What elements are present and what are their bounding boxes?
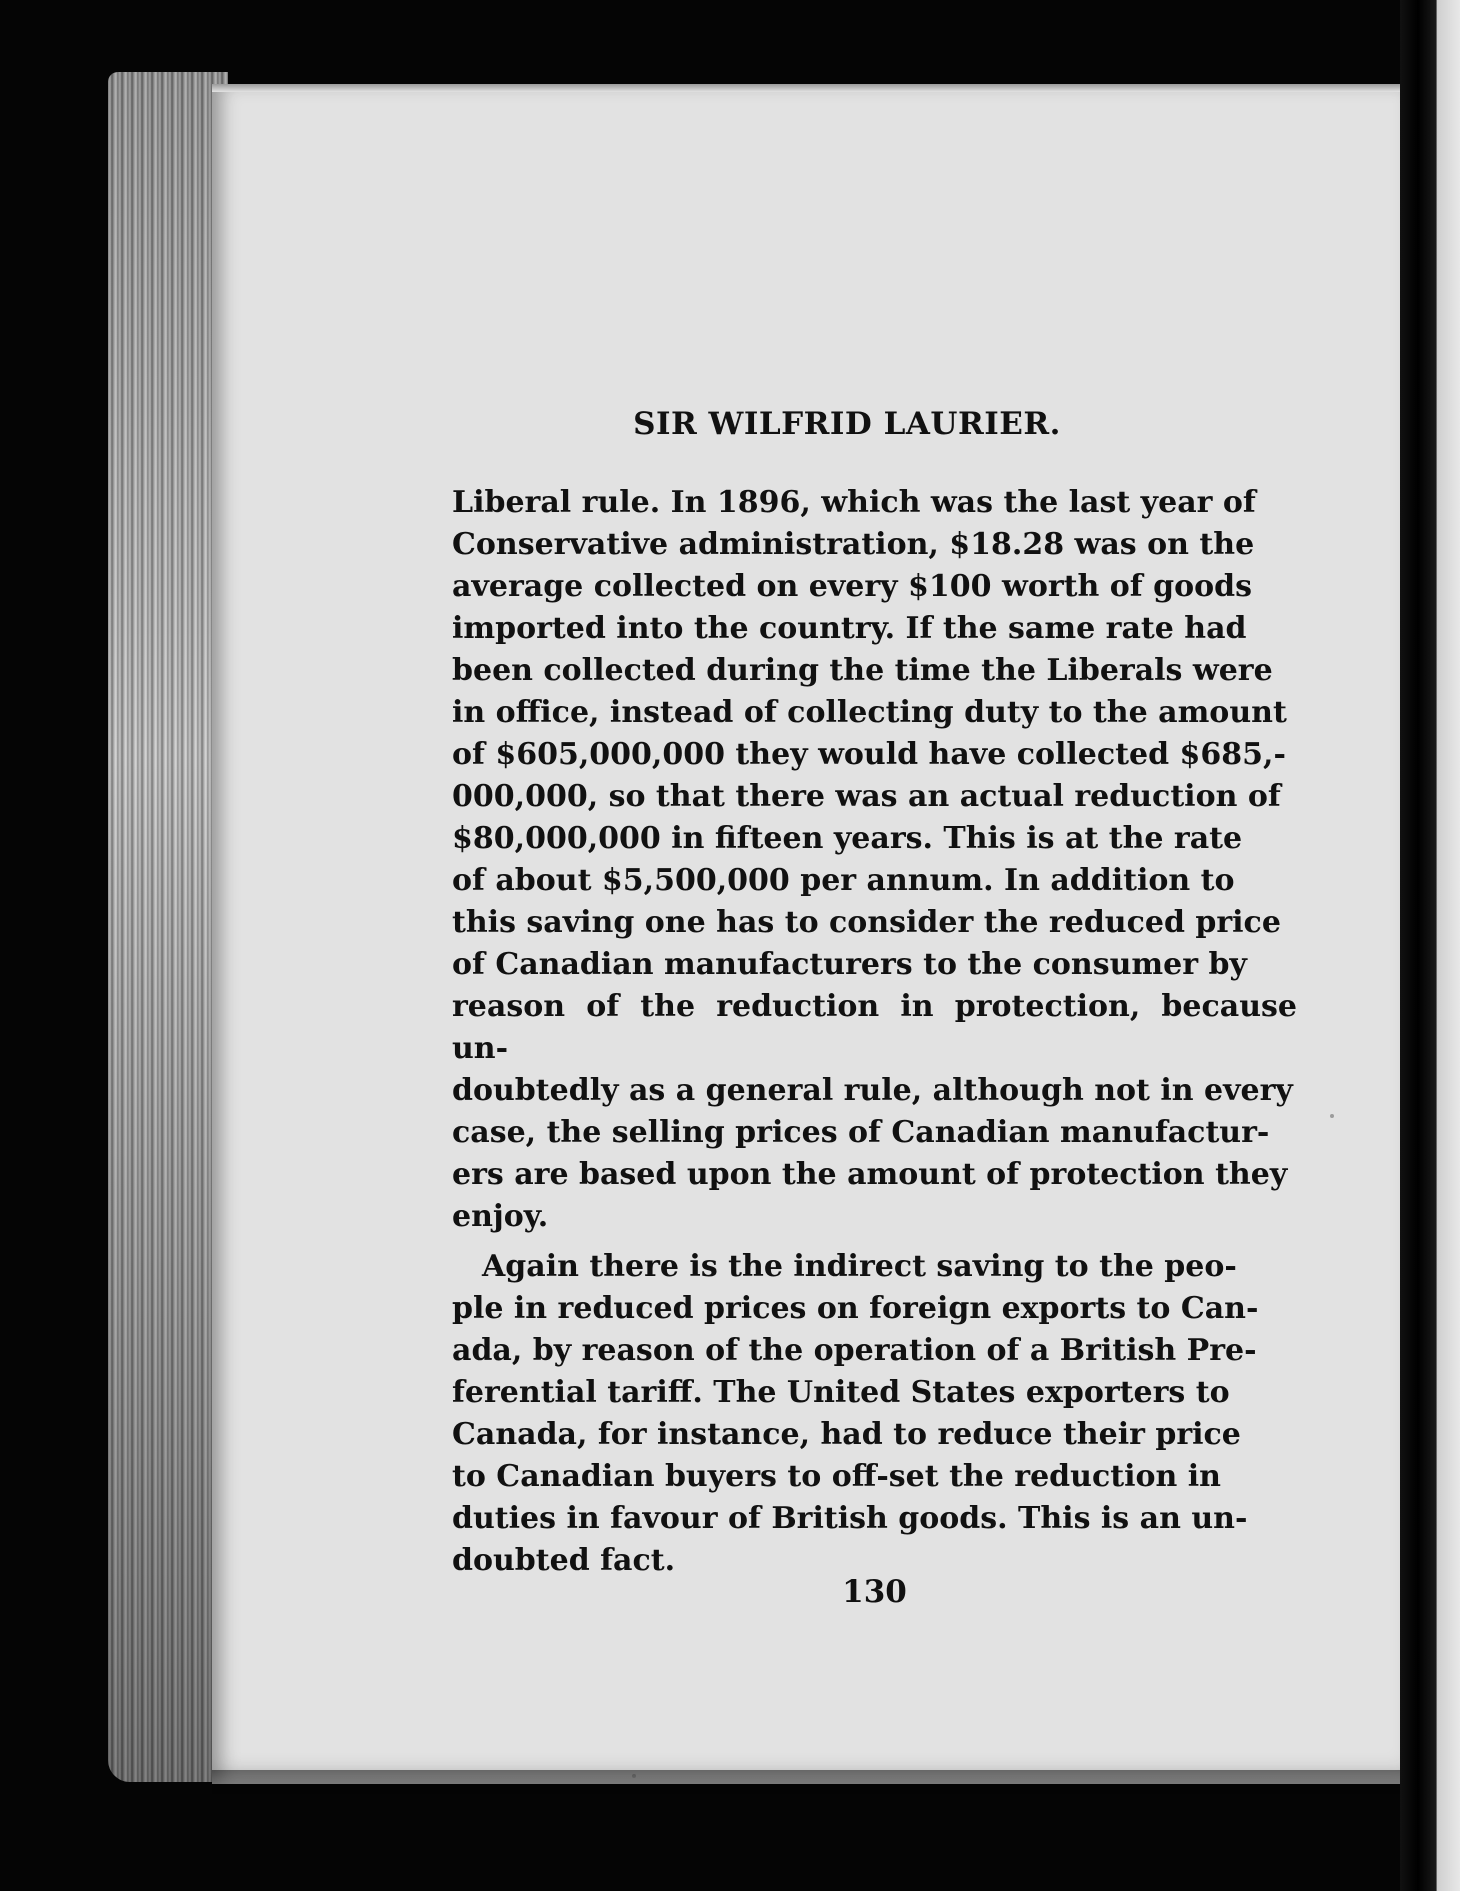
paragraph-1: Liberal rule. In 1896, which was the last year of Conservative administration, $18.28 was on the average collected on every $100 worth of goods imported into the country. If the same rate had been collected during the time the Liberals were in office, instead of collecting duty to the amount of $605,000,000 they would have collected $685,- 000,000, so that there was an actual reduction of $80,000,000 in fifteen years. This is at the rate of about $5,500,000 per annum. In addition to this saving one has to consider the reduced price of Canadian manufacturers to the consumer by reason of the reduction in protection, because un- doubtedly as a general rule, although not in every case, the selling prices of Canadian manufactur- ers are based upon the amount of protection they enjoy. <box>452 485 1297 1234</box>
book-page-edges <box>108 72 228 1782</box>
body-text <box>452 482 1297 1582</box>
paragraph-2: Again there is the indirect saving to the peo- ple in reduced prices on foreign exports to Can- ada, by reason of the operation of a British Pre- ferential tariff. The United States exporters to Canada, for instance, had to reduce their price to Canadian buyers to off-set the reduction in duties in favour of British goods. This is an un- doubted fact. <box>452 1249 1259 1578</box>
page-bottom-shadow <box>212 1770 1412 1800</box>
page-number: 130 <box>842 1574 907 1610</box>
running-head: SIR WILFRID LAURIER. <box>633 406 1061 442</box>
book-gutter-right <box>1400 0 1460 1891</box>
printed-page <box>212 84 1412 1784</box>
scan-speck <box>1330 1114 1334 1118</box>
